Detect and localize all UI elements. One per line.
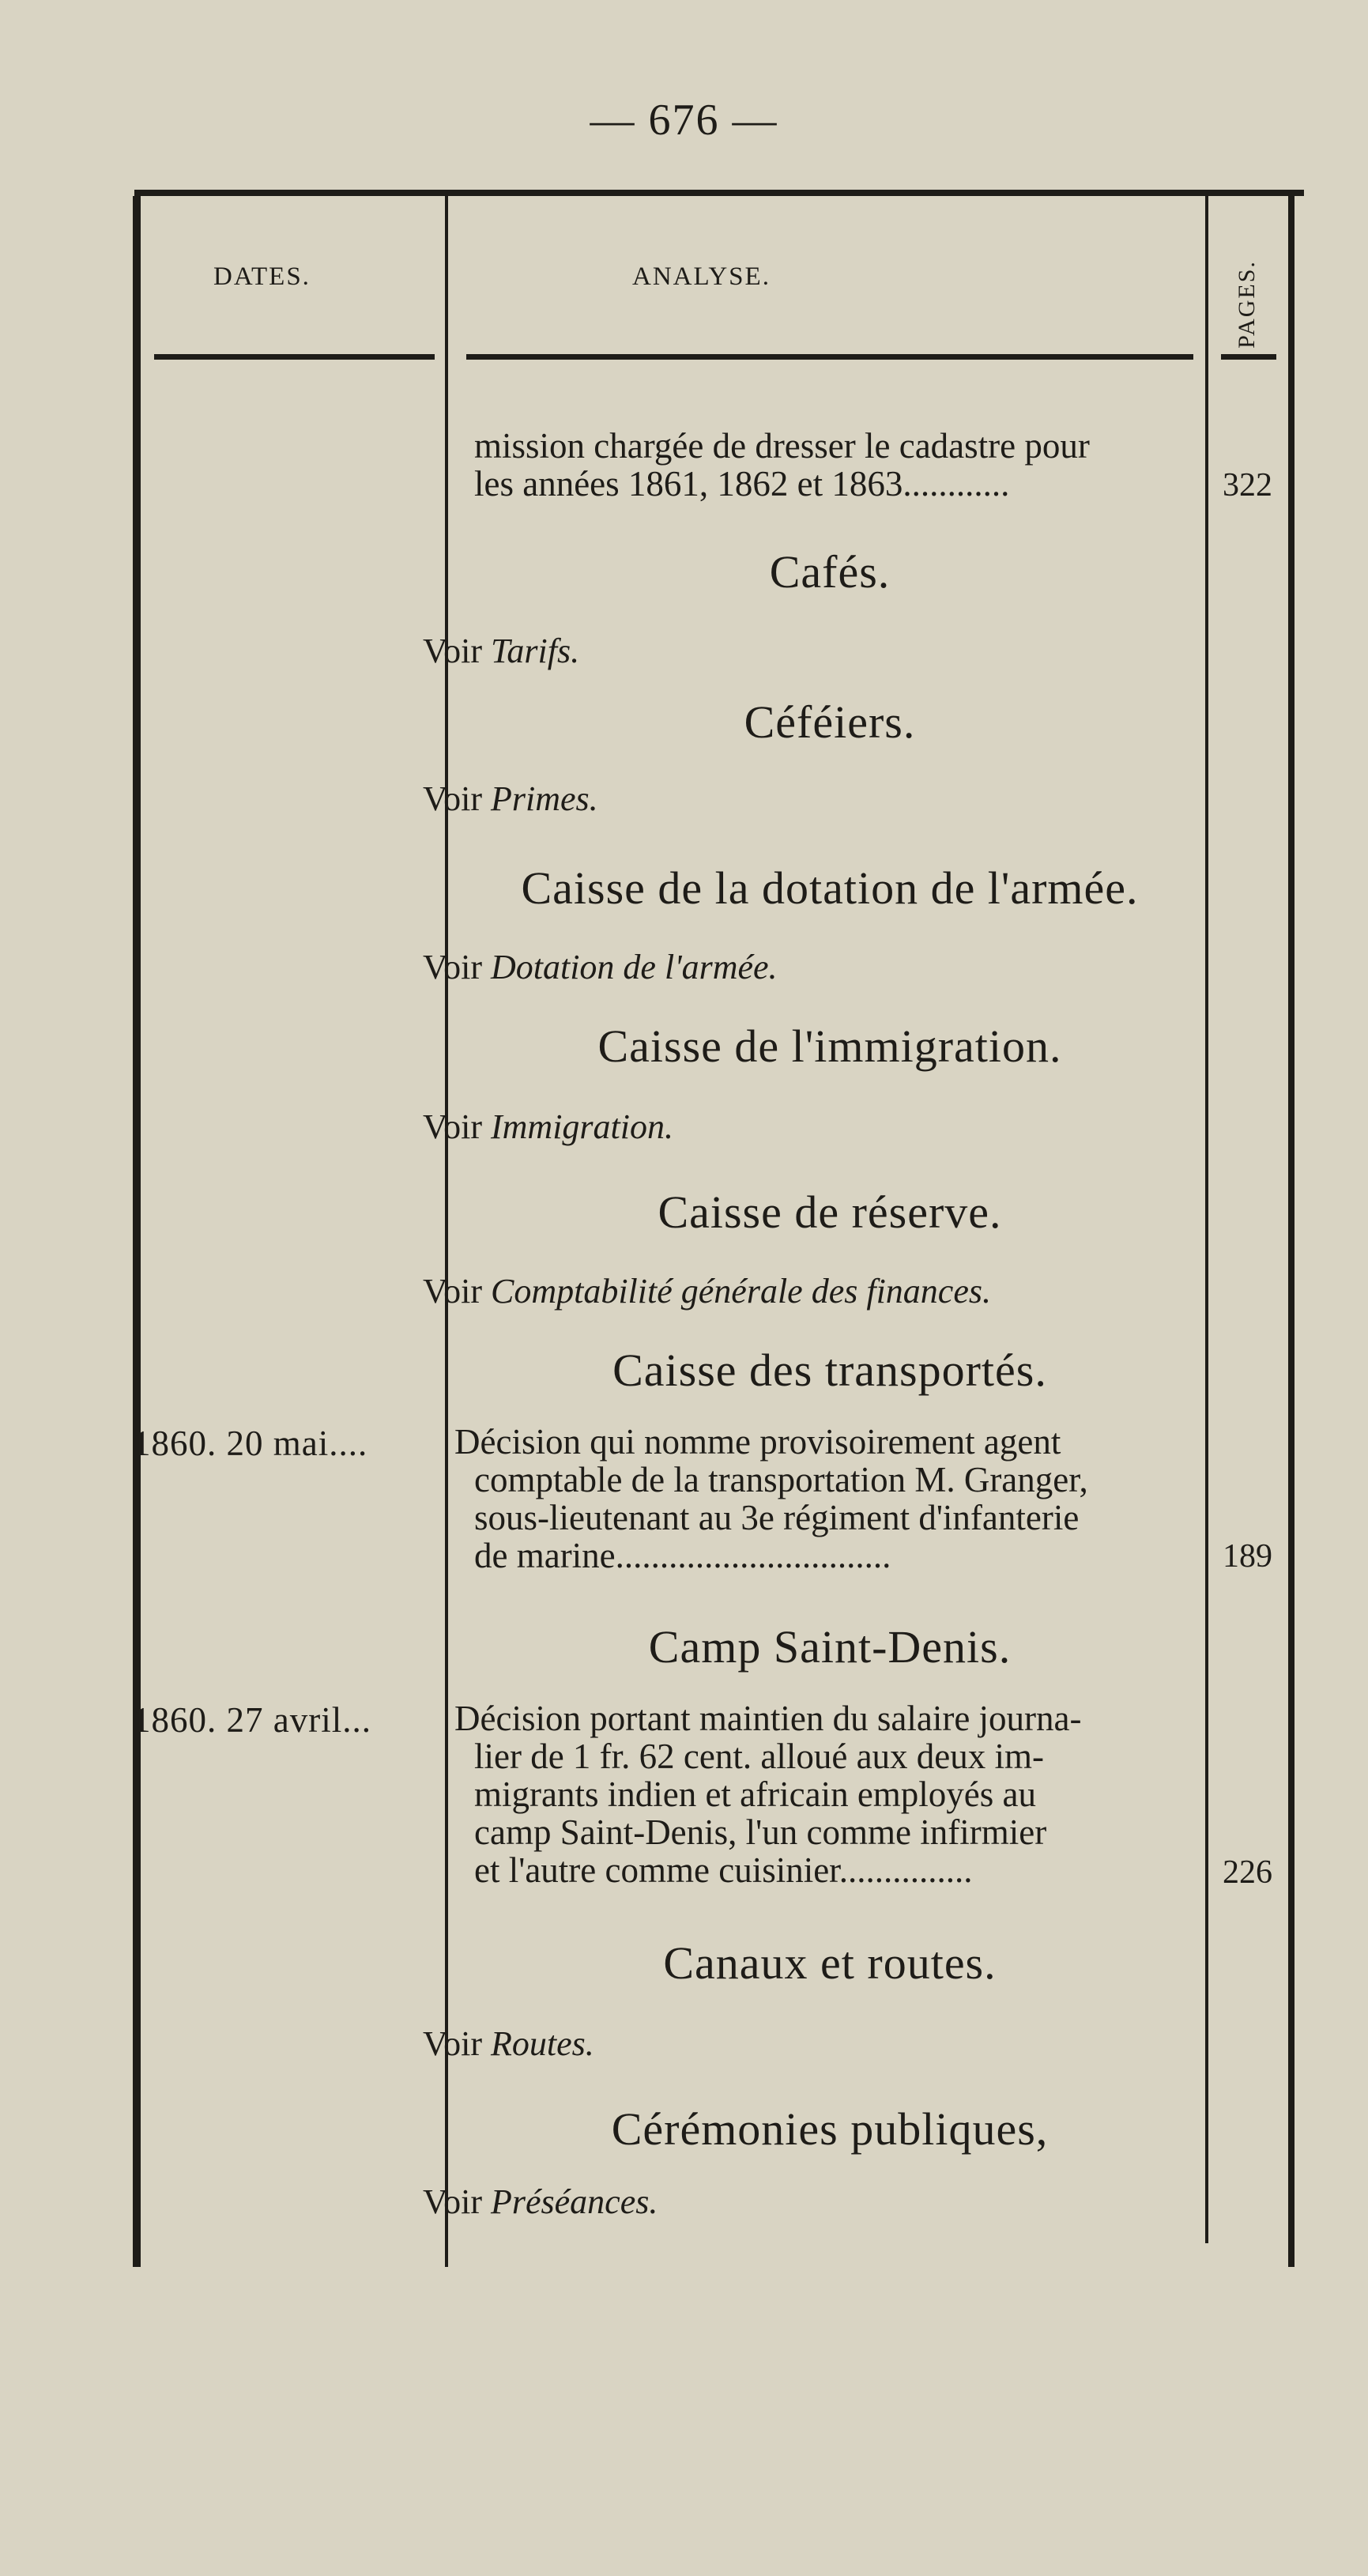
see-ref: Dotation de l'armée. — [490, 948, 778, 986]
entry-line: de marine............................... — [474, 1536, 891, 1575]
entry-date: 1860. 20 mai.... — [133, 1424, 368, 1463]
entry-line: Décision qui nomme provisoirement agent — [454, 1422, 1061, 1461]
see-prefix: Voir — [423, 779, 482, 818]
entry-line: camp Saint-Denis, l'un comme infirmier — [474, 1812, 1047, 1852]
see-ref: Tarifs. — [490, 632, 580, 670]
entry-line: comptable de la transportation M. Granger, — [474, 1460, 1088, 1499]
see-prefix: Voir — [423, 632, 482, 670]
entry-transportes-cont — [474, 1461, 1201, 1575]
entry-line: les années 1861, 1862 et 1863............ — [474, 464, 1010, 504]
entry-line: sous-lieutenant au 3e régiment d'infanterie — [474, 1498, 1080, 1537]
see-also-dotation — [423, 947, 778, 987]
see-also-reserve — [423, 1271, 991, 1311]
header-pages-label: PAGES. — [1234, 260, 1260, 349]
see-also-immigration — [423, 1107, 673, 1147]
heading-canaux: Canaux et routes. — [663, 1937, 997, 1989]
heading-cefeiers: Céféiers. — [744, 696, 916, 748]
entry-line: lier de 1 fr. 62 cent. alloué aux deux im- — [474, 1737, 1045, 1776]
heading-ceremonies: Cérémonies publiques, — [611, 2103, 1049, 2155]
heading-reserve: Caisse de réserve. — [658, 1186, 1002, 1238]
see-also-cefeiers — [423, 779, 598, 819]
heading-camp: Camp Saint-Denis. — [648, 1621, 1012, 1673]
see-also-ceremonies — [423, 2182, 658, 2222]
heading-immigration: Caisse de l'immigration. — [597, 1020, 1062, 1072]
heading-transportes: Caisse des transportés. — [612, 1345, 1047, 1396]
see-prefix: Voir — [423, 2182, 482, 2221]
page-ref: 189 — [1223, 1538, 1272, 1575]
see-ref: Comptabilité générale des finances. — [490, 1272, 991, 1311]
see-ref: Primes. — [490, 779, 598, 818]
header-analyse: ANALYSE. — [632, 262, 771, 291]
page-ref: 226 — [1223, 1854, 1272, 1891]
see-prefix: Voir — [423, 2024, 482, 2063]
entry-line: mission chargée de dresser le cadastre pour — [474, 426, 1090, 466]
entry-line: et l'autre comme cuisinier............... — [474, 1850, 973, 1890]
heading-cafes: Cafés. — [769, 546, 891, 598]
see-ref: Immigration. — [490, 1107, 673, 1146]
see-prefix: Voir — [423, 1272, 482, 1311]
see-ref: Routes. — [490, 2024, 594, 2063]
entry-date: 1860. 27 avril... — [133, 1700, 371, 1740]
see-also-cafes — [423, 631, 579, 671]
see-prefix: Voir — [423, 1107, 482, 1146]
see-ref: Préséances. — [490, 2182, 658, 2221]
entry-line: migrants indien et africain employés au — [474, 1775, 1037, 1814]
entry-transportes — [454, 1423, 1181, 1461]
entry-camp-cont — [474, 1737, 1201, 1889]
page-ref: 322 — [1223, 467, 1272, 504]
entry-camp — [454, 1699, 1181, 1737]
heading-dotation: Caisse de la dotation de l'armée. — [521, 862, 1139, 914]
see-also-canaux — [423, 2023, 594, 2064]
page-number: — 676 — — [590, 96, 778, 145]
continuation-entry — [474, 427, 1201, 503]
entry-line: Décision portant maintien du salaire journa- — [454, 1699, 1082, 1738]
header-dates: DATES. — [213, 262, 311, 291]
see-prefix: Voir — [423, 948, 482, 986]
